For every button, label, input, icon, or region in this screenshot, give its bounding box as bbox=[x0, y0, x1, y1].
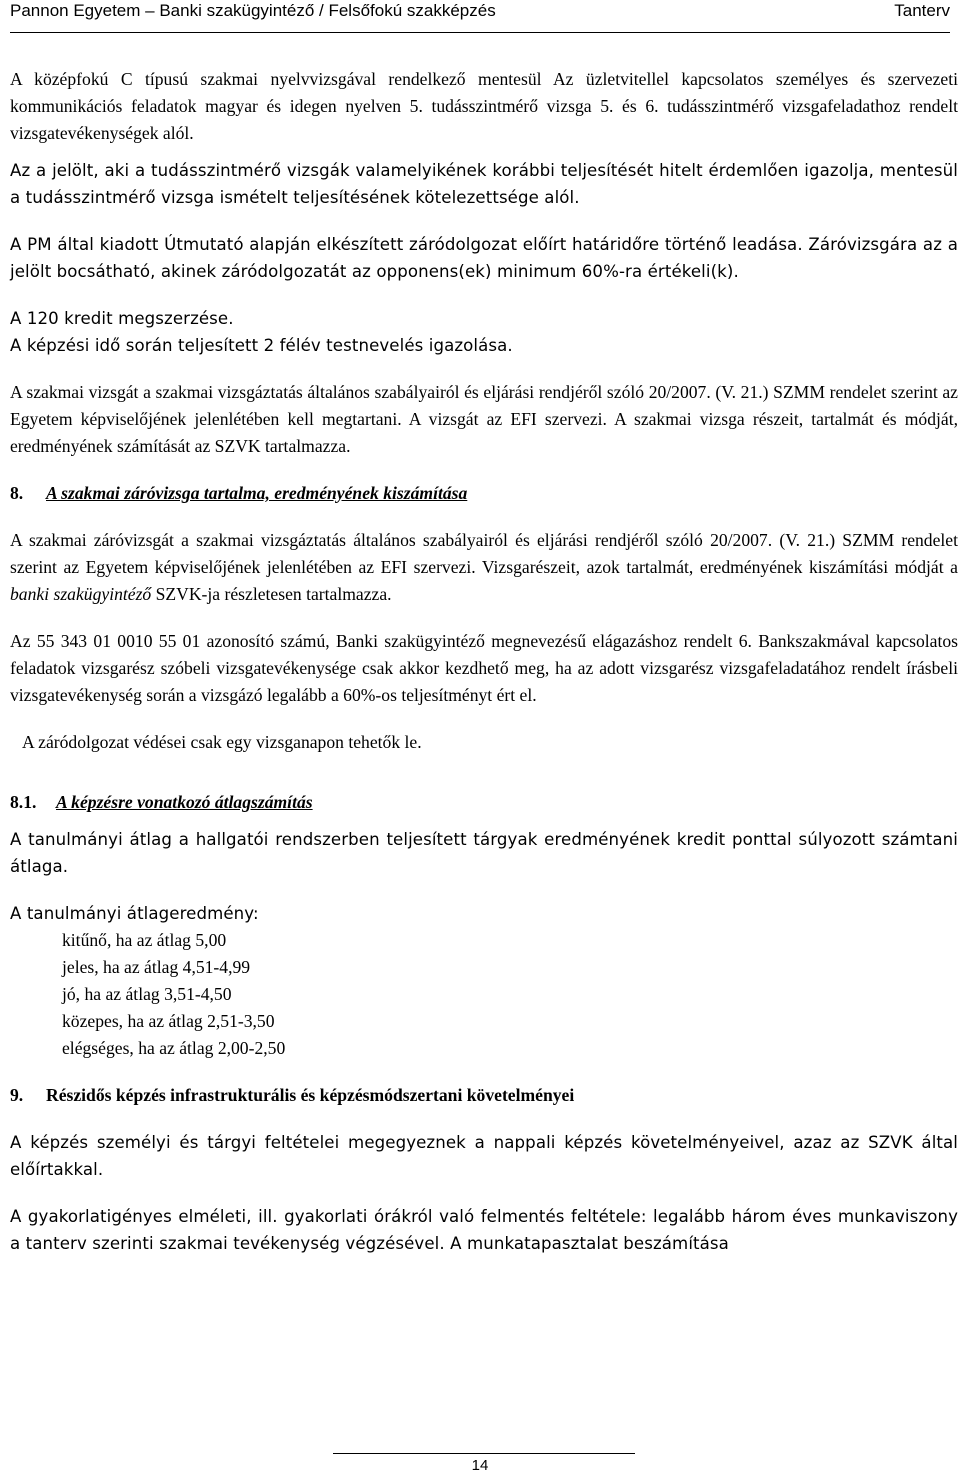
section-heading-8-1 bbox=[10, 789, 958, 816]
paragraph-branch-exam: Az 55 343 01 0010 55 01 azonosító számú, Banki szakügyintéző megnevezésű elágazáshoz rendelt 6. Bankszakmával kapcsolatos feladatok vizsgarész szóbeli vizsgatevékenysége csak akkor kezdhető meg, ha az adott vizsgarész vizsgafeladatához rendelt írásbeli vizsgatevékenység során a vizsgázó legalább a 60%-os teljesítményt ért el. bbox=[10, 631, 958, 705]
page-header bbox=[10, 0, 950, 33]
section-title: A képzésre vonatkozó átlagszámítás bbox=[56, 792, 313, 812]
paragraph-average-result: A tanulmányi átlageredmény: bbox=[10, 904, 259, 923]
section-number: 8.1. bbox=[10, 792, 37, 812]
section-title: Részidős képzés infrastrukturális és képzésmódszertani követelményei bbox=[46, 1085, 575, 1105]
grade-list bbox=[10, 927, 958, 1062]
section-title: A szakmai záróvizsga tartalma, eredményének kiszámítása bbox=[46, 483, 468, 503]
header-title: Pannon Egyetem – Banki szakügyintéző / Felsőfokú szakképzés bbox=[10, 1, 496, 20]
footer-divider bbox=[333, 1453, 635, 1454]
list-item: kitűnő, ha az átlag 5,00 bbox=[62, 930, 227, 950]
document-body bbox=[10, 66, 958, 1257]
paragraph-credits: A 120 kredit megszerzése. bbox=[10, 309, 234, 328]
paragraph-prior-exam-exemption: Az a jelölt, aki a tudásszintmérő vizsgák valamelyikének korábbi teljesítését hitelt érdemlően igazolja, mentesül a tudásszintmérő vizsga ismételt teljesítésének kötelezettsége alól. bbox=[10, 161, 958, 207]
paragraph-language-exemption: A középfokú C típusú szakmai nyelvvizsgával rendelkező mentesül Az üzletvitellel kapcsolatos személyes és szervezeti kommunikációs feladatok magyar és idegen nyelven 5. tudásszintmérő vizsga 5. és 6. tudásszintmérő vizsgafeladathoz rendelt vizsgatevékenységek alól. bbox=[10, 69, 958, 143]
paragraph-conditions: A képzés személyi és tárgyi feltételei megegyeznek a nappali képzés követelményeivel, azaz az SZVK által előírtakkal. bbox=[10, 1133, 958, 1179]
paragraph-average-definition: A tanulmányi átlag a hallgatói rendszerben teljesített tárgyak eredményének kredit ponttal súlyozott számtani átlaga. bbox=[10, 830, 958, 876]
paragraph-exemption-practice: A gyakorlatigényes elméleti, ill. gyakorlati órákról való felmentés feltétele: legalább három éves munkaviszony a tanterv szerinti szakmai tevékenység végzésével. A munkatapasztalat beszámítása bbox=[10, 1207, 958, 1253]
section-number: 9. bbox=[10, 1085, 24, 1105]
list-item: jó, ha az átlag 3,51-4,50 bbox=[62, 984, 232, 1004]
list-item: közepes, ha az átlag 2,51-3,50 bbox=[62, 1011, 275, 1031]
paragraph-physical-education: A képzési idő során teljesített 2 félév testnevelés igazolása. bbox=[10, 336, 513, 355]
section-number: 8. bbox=[10, 483, 24, 503]
paragraph-final-exam: A szakmai záróvizsgát a szakmai vizsgáztatás általános szabályairól és eljárási rendjéről szóló 20/2007. (V. 21.) SZMM rendelet szerint az Egyetem képviselőjének jelenlétében az EFI szervezi. Vizsgarészeit, azok tartalmát, eredményének kiszámítási módját a banki szakügyintéző SZVK-ja részletesen tartalmazza. bbox=[10, 530, 958, 604]
paragraph-professional-exam: A szakmai vizsgát a szakmai vizsgáztatás általános szabályairól és eljárási rendjéről szóló 20/2007. (V. 21.) SZMM rendelet szerint az Egyetem képviselőjének jelenlétében kell megtartani. A vizsgát az EFI szervezi. A szakmai vizsga részeit, tartalmát és módját, eredményének számítását az SZVK tartalmazza. bbox=[10, 382, 958, 456]
list-item: elégséges, ha az átlag 2,00-2,50 bbox=[62, 1038, 286, 1058]
section-heading-9 bbox=[10, 1082, 958, 1109]
emphasis-banki: banki szakügyintéző bbox=[10, 584, 152, 604]
list-item: jeles, ha az átlag 4,51-4,99 bbox=[62, 957, 251, 977]
paragraph-thesis-submission: A PM által kiadott Útmutató alapján elkészített záródolgozat előírt határidőre történő leadása. Záróvizsgára az a jelölt bocsátható, akinek záródolgozatát az opponens(ek) minimum 60%-ra értékeli(k). bbox=[10, 235, 958, 281]
page-number: 14 bbox=[471, 1457, 489, 1474]
paragraph-thesis-defense: A záródolgozat védései csak egy vizsganapon tehetők le. bbox=[22, 732, 422, 752]
section-heading-8 bbox=[10, 480, 958, 507]
header-section: Tanterv bbox=[894, 1, 950, 20]
